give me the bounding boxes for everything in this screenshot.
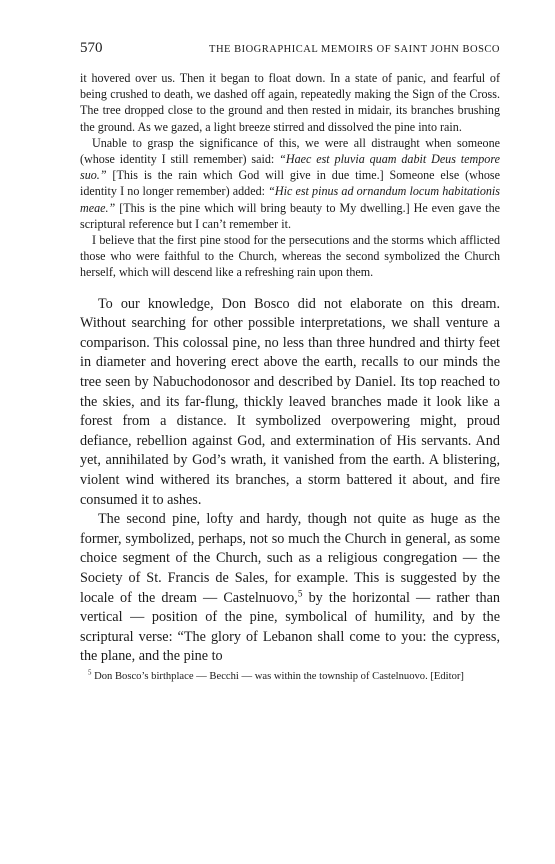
dream-quotation <box>80 70 500 281</box>
body-paragraph-1: To our knowledge, Don Bosco did not elaborate on this dream. Without searching for other possible interpretations, we shall venture a comparison. This colossal pine, no less than three hundred and thirty feet in diameter and hovering erect above the earth, recalls to our minds the tree seen by Nabuchodonosor and described by Daniel. Its top reached to the skies, and its far-flung, thickly leaved branches made it look like a forest from a distance. It symbolized overpowering might, proud defiance, rebellion against God, and extermination of His servants. And yet, annihilated by God’s wrath, it vanished from the earth. A blistering, violent wind withered its branches, a storm battered it about, and fire consumed it to ashes. <box>80 295 500 508</box>
body-text: The second pine, lofty and hardy, though not quite as huge as the former, symbolized, perhaps, not so much the Church in general, as some choice segment of the Church, such as a religious congregation — the Society of St. Francis de Sales, for example. This is suggested by the locale of the dream — Castelnuovo, <box>80 511 500 606</box>
footnote-reference: 5 <box>297 587 303 598</box>
quote-text: [This is the rain which God will give in due time.] Someone else (whose identity I no longer remember) added: <box>80 168 500 199</box>
quote-text: Unable to grasp the significance of this, we were all distraught when someone (whose identity I still remember) said: <box>80 135 500 167</box>
main-text <box>80 295 500 667</box>
quote-paragraph-1: it hovered over us. Then it began to float down. In a state of panic, and fearful of being crushed to death, we dashed off again, repeatedly making the Sign of the Cross. The tree dropped close to the ground and then rested in midair, its branches brushing the ground. As we gazed, a light breeze stirred and dissolved the pine into rain. <box>80 71 500 134</box>
quote-text: [This is the pine which will bring beauty to My dwelling.] He even gave the scriptural reference but I can’t remember it. <box>80 200 500 231</box>
body-text: by the horizontal — rather than vertical — position of the pine, symbolical of humility, and by the scriptural verse: “The glory of Lebanon shall come to you: the cypress, the plane, and the pine to <box>80 589 500 665</box>
footnote-text <box>80 670 500 683</box>
footnote-body: Don Bosco’s birthplace — Becchi — was within the township of Castelnuovo. [Editor] <box>91 670 464 682</box>
footnote <box>80 670 500 683</box>
quote-paragraph-3: I believe that the first pine stood for the persecutions and the storms which afflicted those who were faithful to the Church, whereas the second symbolized the Church herself, which will descend like a refreshing rain upon them. <box>80 233 500 280</box>
running-title: THE BIOGRAPHICAL MEMOIRS OF SAINT JOHN BOSCO <box>209 44 500 55</box>
page-number: 570 <box>80 40 103 56</box>
book-page <box>80 40 500 683</box>
latin-phrase: “Haec est pluvia quam dabit Deus tempore suo.” <box>80 152 500 183</box>
latin-phrase: “Hic est pinus ad ornandum locum habitationis meae.” <box>80 184 500 215</box>
page-header <box>80 40 500 64</box>
quote-paragraph-2 <box>80 135 500 232</box>
footnote-number: 5 <box>88 669 92 677</box>
body-paragraph-2 <box>80 510 500 667</box>
